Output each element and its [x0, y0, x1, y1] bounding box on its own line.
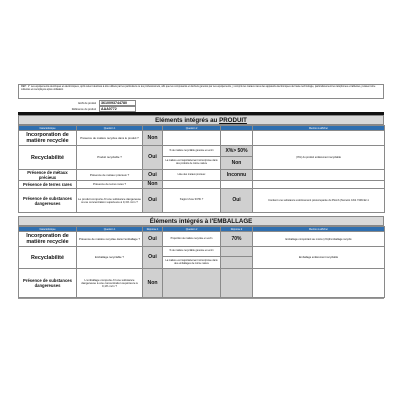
answer-1: Oui — [143, 170, 163, 181]
question-2 — [163, 131, 221, 146]
table-row — [19, 189, 385, 213]
produit-title-prefix: Eléments intégrés au — [155, 117, 220, 124]
question-2: % de matière recyclable générée en en/m — [163, 146, 221, 157]
table-row — [19, 232, 385, 247]
table-row — [19, 131, 385, 146]
table-row — [19, 170, 385, 181]
answer-1: Oui — [143, 189, 163, 213]
question-2: Liste des métaux précieux — [163, 170, 221, 181]
table-row — [19, 181, 385, 189]
answer-2 — [221, 181, 253, 189]
answer-2: X%> 50% — [221, 146, 253, 157]
header-cell: Question 1 — [77, 126, 143, 131]
question-1: Produit recyclable ? — [77, 146, 143, 170]
question-2 — [163, 181, 221, 189]
mention: Emballage entièrement recyclable — [253, 247, 385, 269]
header-cell: Réponse 2 — [221, 227, 253, 232]
question-1: Présence de matière recyclée dans l'emballage ? — [77, 232, 143, 247]
answer-2 — [221, 247, 253, 257]
question-1: Emballage recyclable ? — [77, 247, 143, 269]
mention — [253, 269, 385, 298]
answer-2b: Non — [221, 157, 253, 170]
answer-1: Non — [143, 131, 163, 146]
produit-table — [18, 125, 385, 213]
question-2b: La matière est majoritairement réincorporée dans des emballages de même nature — [163, 257, 221, 269]
mention — [253, 181, 385, 189]
intro-text: REP : 1° Les équipements électriques et électroniques, qu'ils soient destinés à être utilisés par les particuliers ou les professionnels, afin que les composants et déchets générés par ces équipements, y compris les métaux rares des appareils électroniques de haute technologie, particulièrement les téléphones et tablettes, puissent être collectés et réemployés après utilisation — [18, 84, 384, 99]
characteristic: Incorporation de matière recyclée — [19, 131, 77, 146]
characteristic: Présence de terres rares — [19, 181, 77, 189]
product-sheet — [18, 84, 384, 316]
answer-1: Oui — [143, 146, 163, 170]
answer-1: Non — [143, 181, 163, 189]
emballage-table — [18, 226, 385, 298]
question-2: % de matière recyclable générée en en/m — [163, 247, 221, 257]
mention: Emballage comportant au moins (x%)d'emballage recyclé — [253, 232, 385, 247]
mention: (X%) du produit entièrement recyclable — [253, 146, 385, 170]
emballage-title-word: EMBALLAGE — [213, 218, 253, 225]
header-cell: Question 1 — [77, 227, 143, 232]
characteristic: Recyclabilité — [19, 247, 77, 269]
answer-2b — [221, 257, 253, 269]
table-row — [19, 269, 385, 298]
ean-label: EAN du produit — [78, 101, 96, 105]
characteristic: Présence de substances dangereuses — [19, 269, 77, 298]
answer-1: Non — [143, 269, 163, 298]
reference-row — [60, 106, 136, 112]
characteristic: Incorporation de matière recyclée — [19, 232, 77, 247]
question-2 — [163, 269, 221, 298]
mention — [253, 131, 385, 146]
question-2: S'agit-il d'une SVHC ? — [163, 189, 221, 213]
question-2b: La matière est majoritairement réincorporée dans des produits de même nature — [163, 157, 221, 170]
answer-2: Inconnu — [221, 170, 253, 181]
table-row — [19, 247, 385, 257]
answer-2 — [221, 131, 253, 146]
header-cell: Mention à afficher — [253, 126, 385, 131]
characteristic: Recyclabilité — [19, 146, 77, 170]
mention — [253, 170, 385, 181]
characteristic: Présence de métaux précieux — [19, 170, 77, 181]
produit-title-word: PRODUIT — [219, 117, 247, 124]
emballage-title — [18, 216, 384, 226]
mention: Contient une substance extrêmement préoccupante du Plomb (Numéro CAS 7439-92-1 — [253, 189, 385, 213]
header-cell: Question 2 — [163, 126, 221, 131]
ean-value: 3610093744780 — [99, 100, 136, 106]
header-cell: Caractéristique — [19, 126, 77, 131]
ean-block — [18, 99, 384, 112]
header-cell: Caractéristique — [19, 227, 77, 232]
answer-1: Oui — [143, 247, 163, 269]
header-cell: Question 2 — [163, 227, 221, 232]
produit-title — [18, 115, 384, 125]
question-1: Présence de matière recyclée dans le produit ? — [77, 131, 143, 146]
reference-value: AAA0772 — [99, 106, 136, 112]
answer-1: Oui — [143, 232, 163, 247]
header-cell: Mention à afficher — [253, 227, 385, 232]
question-1: Le produit comporte-t'il une substance dangereuse à une concentration supérieure à 0,1% m/m ? — [77, 189, 143, 213]
characteristic: Présence de substances dangereuses — [19, 189, 77, 213]
answer-2: 70% — [221, 232, 253, 247]
question-1: Présence de métaux précieux ? — [77, 170, 143, 181]
question-2: Proportion de matière recyclée en en/m — [163, 232, 221, 247]
question-1: Présence de terres rares ? — [77, 181, 143, 189]
emballage-title-prefix: Éléments intégrés à l' — [149, 218, 214, 225]
bottom-rule — [18, 298, 384, 299]
header-cell: Réponse 1 — [143, 227, 163, 232]
reference-label: Référence du produit — [71, 107, 96, 111]
answer-2: Oui — [221, 189, 253, 213]
answer-2 — [221, 269, 253, 298]
question-1: L'emballage comporte-t'il une substance dangereuse à une concentration supérieure à 0,1% m/m ? — [77, 269, 143, 298]
table-row — [19, 146, 385, 157]
